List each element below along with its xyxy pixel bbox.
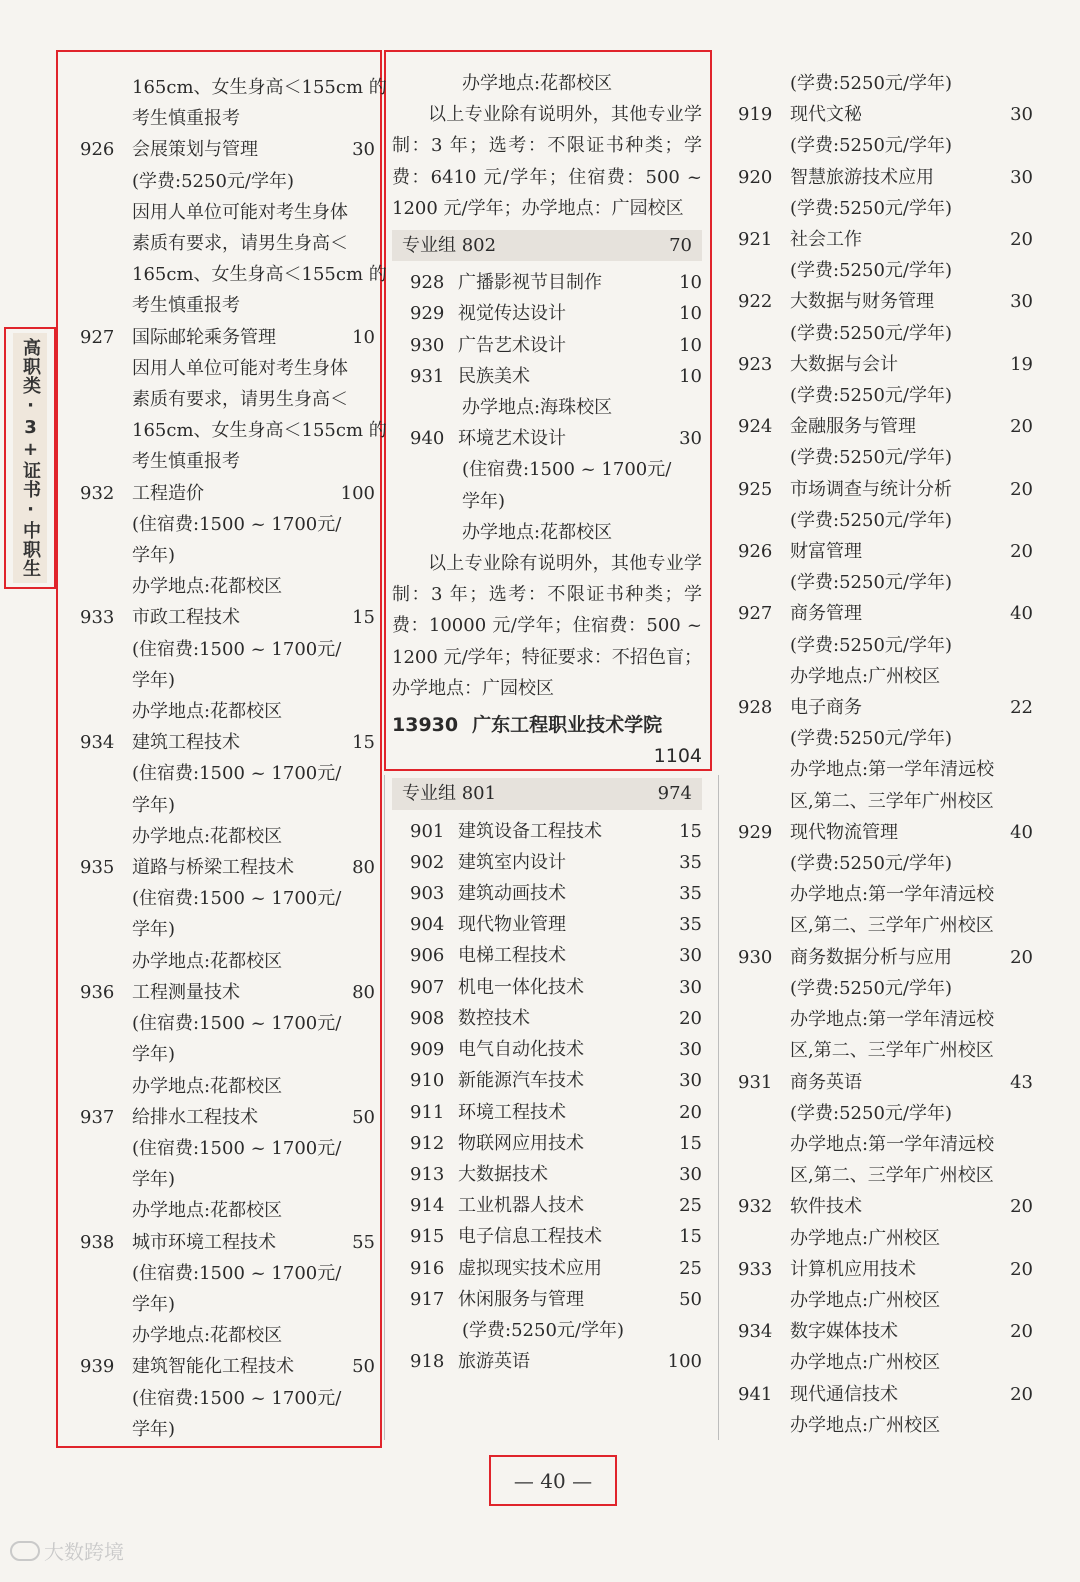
text-line: 办学地点:花都校区: [132, 701, 283, 723]
text-line: 办学地点:第一学年清远校: [790, 1133, 995, 1155]
major-quota: 25: [679, 1257, 702, 1279]
watermark-logo-icon: [10, 1541, 40, 1561]
text-line: 学年): [132, 1293, 176, 1315]
major-name: 新能源汽车技术: [458, 1070, 584, 1092]
major-name: 社会工作: [790, 229, 862, 251]
text-line: 学年): [462, 490, 506, 512]
major-row: [392, 267, 702, 298]
major-name: 电子信息工程技术: [458, 1226, 602, 1248]
major-code: 915: [410, 1226, 445, 1248]
major-row: [392, 1065, 702, 1096]
major-code: 925: [738, 478, 773, 500]
major-row: [392, 1253, 702, 1284]
major-quota: 15: [679, 820, 702, 842]
major-name: 数控技术: [458, 1007, 530, 1029]
major-code: 939: [80, 1356, 115, 1378]
major-quota: 20: [1010, 946, 1033, 968]
major-row: [738, 692, 1033, 723]
major-row: [738, 224, 1033, 255]
major-row: [392, 940, 702, 971]
major-name: 财富管理: [790, 541, 862, 563]
major-code: 934: [80, 732, 115, 754]
major-name: 市场调查与统计分析: [790, 478, 952, 500]
major-code: 902: [410, 851, 445, 873]
major-quota: 40: [1010, 603, 1033, 625]
major-quota: 20: [1010, 1258, 1033, 1280]
text-line: (学费:5250元/学年): [790, 135, 952, 157]
major-quota: 15: [352, 607, 375, 629]
text-line: 考生慎重报考: [132, 295, 240, 317]
major-quota: 20: [679, 1007, 702, 1029]
major-name: 道路与桥梁工程技术: [132, 857, 294, 879]
major-name: 商务英语: [790, 1071, 862, 1093]
major-code: 904: [410, 914, 445, 936]
major-name: 虚拟现实技术应用: [458, 1257, 602, 1279]
major-quota: 50: [679, 1288, 702, 1310]
major-name: 建筑动画技术: [458, 883, 566, 905]
column-middle: [392, 68, 702, 1377]
major-code: 923: [738, 353, 773, 375]
group-count: 974: [657, 783, 692, 805]
major-code: 940: [410, 428, 445, 450]
major-name: 休闲服务与管理: [458, 1288, 584, 1310]
school-code: 13930: [392, 714, 459, 737]
major-quota: 80: [352, 981, 375, 1003]
text-line: (住宿费:1500 ~ 1700元/: [132, 763, 342, 785]
text-line: 办学地点:花都校区: [132, 825, 283, 847]
text-line: 因用人单位可能对考生身体: [132, 201, 348, 223]
major-name: 广告艺术设计: [458, 334, 566, 356]
major-code: 931: [738, 1071, 773, 1093]
major-code: 914: [410, 1195, 445, 1217]
major-code: 913: [410, 1163, 445, 1185]
major-name: 数字媒体技术: [790, 1321, 898, 1343]
text-line: 办学地点:广州校区: [790, 1352, 941, 1374]
column-right: [738, 68, 1033, 1441]
major-name: 广播影视节目制作: [458, 272, 602, 294]
major-name: 民族美术: [458, 365, 530, 387]
major-row: [738, 942, 1033, 973]
major-name: 计算机应用技术: [790, 1258, 916, 1280]
text-line: 考生慎重报考: [132, 108, 240, 130]
major-quota: 20: [1010, 1321, 1033, 1343]
major-row: [738, 817, 1033, 848]
major-row: [392, 298, 702, 329]
text-line: (学费:5250元/学年): [790, 197, 952, 219]
major-code: 926: [80, 139, 115, 161]
column-divider: [718, 775, 719, 1440]
major-name: 现代物流管理: [790, 821, 898, 843]
major-row: [392, 1190, 702, 1221]
side-category-tab: [4, 327, 56, 589]
text-line: 办学地点:花都校区: [132, 950, 283, 972]
text-line: 办学地点:花都校区: [132, 1075, 283, 1097]
major-name: 建筑智能化工程技术: [132, 1356, 294, 1378]
major-row: [392, 1221, 702, 1252]
text-line: 素质有要求，请男生身高＜: [132, 233, 348, 255]
major-code: 927: [738, 603, 773, 625]
major-row: [392, 1159, 702, 1190]
major-code: 911: [410, 1101, 445, 1123]
major-code: 929: [410, 303, 445, 325]
major-row: [738, 411, 1033, 442]
text-line: (学费:5250元/学年): [790, 447, 952, 469]
text-line: 办学地点:广州校区: [790, 1414, 941, 1436]
major-quota: 30: [1010, 291, 1033, 313]
major-code: 938: [80, 1231, 115, 1253]
school-total-quota: 1104: [653, 745, 702, 768]
major-quota: 30: [679, 1163, 702, 1185]
major-row: [392, 972, 702, 1003]
major-row: [392, 1346, 702, 1377]
text-line: 学年): [132, 669, 176, 691]
major-code: 901: [410, 820, 445, 842]
text-line: 区,第二、三学年广州校区: [790, 1165, 994, 1187]
major-code: 907: [410, 976, 445, 998]
major-row: [80, 478, 375, 509]
major-quota: 10: [679, 272, 702, 294]
major-row: [738, 1067, 1033, 1098]
major-name: 电梯工程技术: [458, 945, 566, 967]
text-line: (学费:5250元/学年): [790, 977, 952, 999]
major-code: 924: [738, 416, 773, 438]
text-line: 办学地点:花都校区: [132, 1325, 283, 1347]
major-row: [738, 1191, 1033, 1222]
major-code: 941: [738, 1383, 773, 1405]
major-quota: 30: [352, 139, 375, 161]
major-row: [392, 816, 702, 847]
school-header: [392, 710, 702, 741]
major-code: 928: [738, 697, 773, 719]
major-code: 906: [410, 945, 445, 967]
major-quota: 20: [1010, 416, 1033, 438]
major-code: 932: [80, 482, 115, 504]
major-quota: 30: [1010, 104, 1033, 126]
major-name: 环境艺术设计: [458, 428, 566, 450]
major-quota: 15: [679, 1226, 702, 1248]
major-quota: 20: [1010, 1383, 1033, 1405]
major-code: 910: [410, 1070, 445, 1092]
text-line: (学费:5250元/学年): [790, 322, 952, 344]
text-line: 区,第二、三学年广州校区: [790, 915, 994, 937]
major-code: 916: [410, 1257, 445, 1279]
major-name: 物联网应用技术: [458, 1132, 584, 1154]
major-name: 大数据与会计: [790, 353, 898, 375]
major-row: [392, 1034, 702, 1065]
campus-location: 办学地点:花都校区: [462, 73, 613, 94]
text-line: 考生慎重报考: [132, 451, 240, 473]
text-line: (学费:5250元/学年): [790, 634, 952, 656]
text-line: 学年): [132, 919, 176, 941]
major-quota: 20: [1010, 229, 1033, 251]
text-line: 办学地点:第一学年清远校: [790, 1009, 995, 1031]
major-quota: 10: [679, 365, 702, 387]
major-quota: 35: [679, 851, 702, 873]
major-code: 909: [410, 1039, 445, 1061]
major-code: 922: [738, 291, 773, 313]
major-row: [738, 1316, 1033, 1347]
tuition-line: (学费:5250元/学年): [462, 1319, 624, 1341]
major-row: [392, 1128, 702, 1159]
major-name: 大数据与财务管理: [790, 291, 934, 313]
major-name: 金融服务与管理: [790, 416, 916, 438]
major-code: 903: [410, 883, 445, 905]
tuition-line: (学费:5250元/学年): [790, 73, 952, 94]
major-row: [738, 536, 1033, 567]
major-quota: 20: [679, 1101, 702, 1123]
group-count: 70: [669, 235, 692, 257]
notes-paragraph: 以上专业除有说明外，其他专业学制：3 年；选考：不限证书种类；学费：10000 元/学年；住宿费：500 ~ 1200 元/学年；特征要求：不招色盲；办学地点：广园校区: [392, 553, 702, 699]
major-group-header: [392, 778, 702, 809]
major-row: [738, 1379, 1033, 1410]
major-row: [392, 847, 702, 878]
campus-location: 办学地点:海珠校区: [462, 397, 613, 419]
text-line: (住宿费:1500 ~ 1700元/: [462, 459, 672, 481]
text-line: (住宿费:1500 ~ 1700元/: [132, 638, 342, 660]
major-code: 931: [410, 365, 445, 387]
major-row: [80, 852, 375, 883]
major-name: 工业机器人技术: [458, 1195, 584, 1217]
text-line: 办学地点:花都校区: [132, 1200, 283, 1222]
major-quota: 25: [679, 1195, 702, 1217]
major-row: [392, 1097, 702, 1128]
major-quota: 30: [679, 1070, 702, 1092]
major-name: 商务数据分析与应用: [790, 946, 952, 968]
major-row: [80, 727, 375, 758]
major-row: [392, 330, 702, 361]
text-line: 学年): [132, 1418, 176, 1440]
major-code: 933: [738, 1258, 773, 1280]
text-line: 165cm、女生身高＜155cm 的: [132, 420, 387, 442]
major-quota: 40: [1010, 821, 1033, 843]
notes-paragraph: 以上专业除有说明外，其他专业学制：3 年；选考：不限证书种类；学费：6410 元/学年；住宿费：500 ~ 1200 元/学年；办学地点：广园校区: [392, 104, 702, 219]
major-name: 建筑室内设计: [458, 851, 566, 873]
major-quota: 43: [1010, 1071, 1033, 1093]
major-name: 现代文秘: [790, 104, 862, 126]
major-row: [392, 878, 702, 909]
major-row: [738, 598, 1033, 629]
major-code: 917: [410, 1288, 445, 1310]
major-code: 936: [80, 981, 115, 1003]
major-quota: 10: [352, 326, 375, 348]
text-line: (学费:5250元/学年): [790, 1102, 952, 1124]
major-quota: 55: [352, 1231, 375, 1253]
major-name: 工程造价: [132, 482, 204, 504]
major-row: [392, 361, 702, 392]
major-name: 现代通信技术: [790, 1383, 898, 1405]
major-row: [738, 99, 1033, 130]
text-line: 学年): [132, 1044, 176, 1066]
major-quota: 20: [1010, 1196, 1033, 1218]
text-line: (学费:5250元/学年): [790, 385, 952, 407]
major-code: 926: [738, 541, 773, 563]
major-quota: 100: [667, 1351, 702, 1373]
text-line: 办学地点:广州校区: [790, 1289, 941, 1311]
major-quota: 50: [352, 1106, 375, 1128]
major-code: 908: [410, 1007, 445, 1029]
major-code: 934: [738, 1321, 773, 1343]
major-code: 930: [738, 946, 773, 968]
side-category-label: 高职类·3+证书·中职生: [13, 333, 47, 583]
text-line: (住宿费:1500 ~ 1700元/: [132, 1013, 342, 1035]
text-line: 区,第二、三学年广州校区: [790, 790, 994, 812]
text-line: 因用人单位可能对考生身体: [132, 357, 348, 379]
major-name: 工程测量技术: [132, 981, 240, 1003]
major-row: [392, 909, 702, 940]
major-group-header: [392, 230, 702, 261]
major-row: [80, 1102, 375, 1133]
major-quota: 30: [679, 1039, 702, 1061]
major-quota: 10: [679, 303, 702, 325]
major-code: 928: [410, 272, 445, 294]
major-code: 933: [80, 607, 115, 629]
text-line: 办学地点:广州校区: [790, 665, 941, 687]
text-line: (学费:5250元/学年): [132, 170, 294, 192]
major-name: 商务管理: [790, 603, 862, 625]
major-quota: 35: [679, 914, 702, 936]
major-name: 环境工程技术: [458, 1101, 566, 1123]
major-name: 智慧旅游技术应用: [790, 166, 934, 188]
text-line: (学费:5250元/学年): [790, 572, 952, 594]
major-code: 932: [738, 1196, 773, 1218]
major-row: [738, 349, 1033, 380]
major-name: 现代物业管理: [458, 914, 566, 936]
text-line: (学费:5250元/学年): [790, 728, 952, 750]
major-code: 935: [80, 857, 115, 879]
major-code: 919: [738, 104, 773, 126]
major-row: [80, 977, 375, 1008]
major-code: 937: [80, 1106, 115, 1128]
major-code: 927: [80, 326, 115, 348]
major-row: [738, 1254, 1033, 1285]
major-name: 电气自动化技术: [458, 1039, 584, 1061]
major-code: 929: [738, 821, 773, 843]
text-line: (学费:5250元/学年): [790, 509, 952, 531]
major-quota: 20: [1010, 541, 1033, 563]
major-quota: 30: [1010, 166, 1033, 188]
major-code: 912: [410, 1132, 445, 1154]
major-row: [738, 474, 1033, 505]
text-line: 学年): [132, 545, 176, 567]
text-line: (住宿费:1500 ~ 1700元/: [132, 888, 342, 910]
major-quota: 19: [1010, 353, 1033, 375]
major-name: 软件技术: [790, 1196, 862, 1218]
major-name: 旅游英语: [458, 1351, 530, 1373]
major-row: [80, 134, 375, 165]
text-line: (住宿费:1500 ~ 1700元/: [132, 1137, 342, 1159]
text-line: (住宿费:1500 ~ 1700元/: [132, 1387, 342, 1409]
text-line: 165cm、女生身高＜155cm 的: [132, 77, 387, 98]
text-line: 办学地点:广州校区: [790, 1227, 941, 1249]
text-line: 学年): [132, 1169, 176, 1191]
major-code: 918: [410, 1351, 445, 1373]
watermark: [10, 1536, 124, 1565]
major-quota: 100: [340, 482, 375, 504]
major-name: 建筑设备工程技术: [458, 820, 602, 842]
major-row: [738, 286, 1033, 317]
major-name: 视觉传达设计: [458, 303, 566, 325]
major-row: [392, 1284, 702, 1315]
major-row: [80, 322, 375, 353]
text-line: (住宿费:1500 ~ 1700元/: [132, 1262, 342, 1284]
text-line: (学费:5250元/学年): [790, 853, 952, 875]
major-code: 921: [738, 229, 773, 251]
major-quota: 20: [1010, 478, 1033, 500]
campus-location: 办学地点:花都校区: [462, 521, 613, 543]
major-code: 920: [738, 166, 773, 188]
column-divider: [384, 775, 385, 1440]
text-line: 办学地点:第一学年清远校: [790, 759, 995, 781]
major-row: [392, 423, 702, 454]
school-name: 广东工程职业技术学院: [472, 714, 663, 737]
major-name: 建筑工程技术: [132, 732, 240, 754]
text-line: 区,第二、三学年广州校区: [790, 1040, 994, 1062]
major-quota: 80: [352, 857, 375, 879]
major-quota: 10: [679, 334, 702, 356]
text-line: 素质有要求，请男生身高＜: [132, 389, 348, 411]
text-line: 学年): [132, 794, 176, 816]
watermark-text: 大数跨境: [44, 1540, 124, 1564]
major-row: [80, 602, 375, 633]
major-name: 给排水工程技术: [132, 1106, 258, 1128]
text-line: 办学地点:第一学年清远校: [790, 884, 995, 906]
major-row: [80, 1351, 375, 1382]
major-quota: 30: [679, 945, 702, 967]
major-name: 电子商务: [790, 697, 862, 719]
major-code: 930: [410, 334, 445, 356]
major-name: 大数据技术: [458, 1163, 548, 1185]
major-name: 市政工程技术: [132, 607, 240, 629]
major-quota: 15: [352, 732, 375, 754]
major-name: 会展策划与管理: [132, 139, 258, 161]
major-row: [80, 1227, 375, 1258]
major-name: 城市环境工程技术: [132, 1231, 276, 1253]
major-quota: 22: [1010, 697, 1033, 719]
major-quota: 50: [352, 1356, 375, 1378]
major-row: [738, 162, 1033, 193]
text-line: 165cm、女生身高＜155cm 的: [132, 264, 387, 286]
major-row: [392, 1003, 702, 1034]
major-quota: 35: [679, 883, 702, 905]
text-line: (学费:5250元/学年): [790, 260, 952, 282]
major-quota: 15: [679, 1132, 702, 1154]
major-name: 国际邮轮乘务管理: [132, 326, 276, 348]
page-number: — 40 —: [513, 1468, 593, 1493]
major-quota: 30: [679, 428, 702, 450]
column-left: [80, 72, 387, 1445]
text-line: 办学地点:花都校区: [132, 576, 283, 598]
major-quota: 30: [679, 976, 702, 998]
major-name: 机电一体化技术: [458, 976, 584, 998]
group-label: 专业组 801: [402, 783, 497, 805]
text-line: (住宿费:1500 ~ 1700元/: [132, 513, 342, 535]
group-label: 专业组 802: [402, 235, 497, 257]
